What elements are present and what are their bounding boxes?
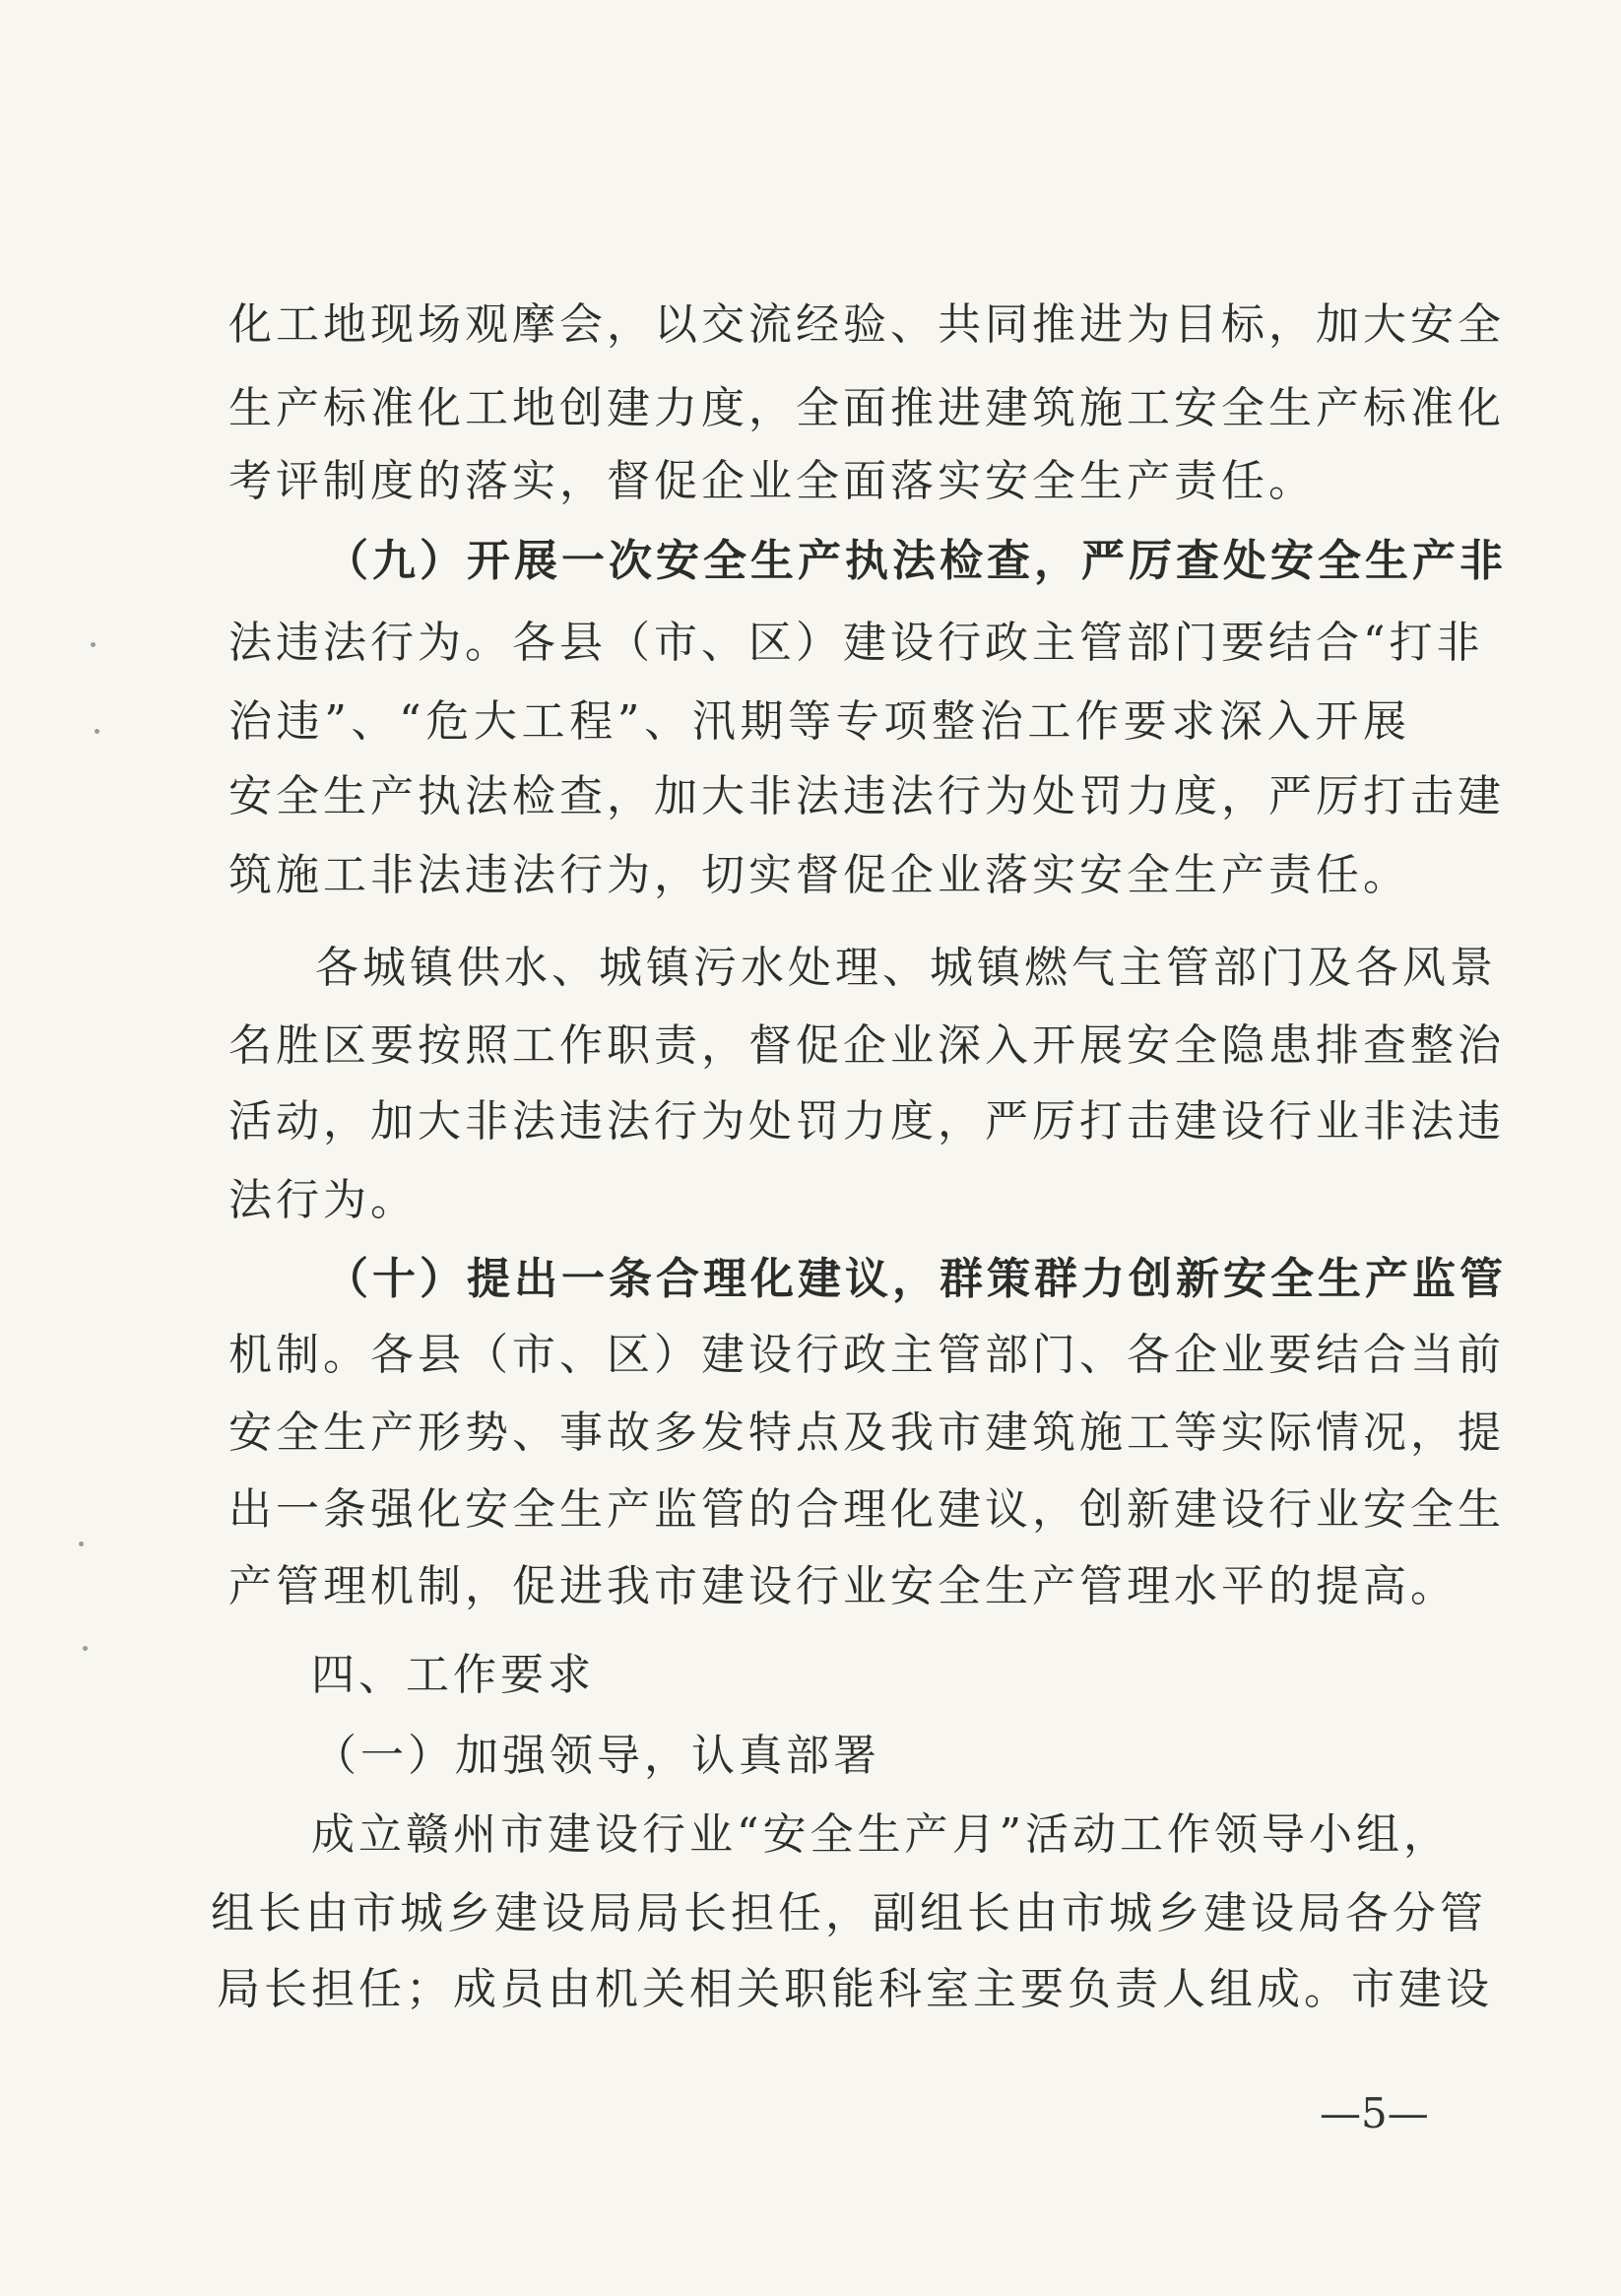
subsection-heading: （一）加强领导，认真部署	[313, 1731, 880, 1781]
body-line: 产管理机制，促进我市建设行业安全生产管理水平的提高。	[228, 1561, 1458, 1611]
section-heading: 四、工作要求	[311, 1650, 595, 1700]
body-line: 法行为。	[228, 1175, 418, 1225]
section-heading: （九）开展一次安全生产执法检查，严厉查处安全生产非	[325, 536, 1507, 586]
body-line: 各城镇供水、城镇污水处理、城镇燃气主管部门及各风景	[315, 943, 1497, 993]
section-heading: （十）提出一条合理化建议，群策群力创新安全生产监管	[325, 1254, 1507, 1304]
body-line: 成立赣州市建设行业“安全生产月”活动工作领导小组，	[311, 1809, 1451, 1860]
scan-speck	[91, 642, 96, 647]
scan-speck	[83, 1646, 88, 1651]
body-line: 名胜区要按照工作职责，督促企业深入开展安全隐患排查整治	[228, 1020, 1505, 1071]
body-line: 安全生产执法检查，加大非法违法行为处罚力度，严厉打击建	[228, 771, 1505, 821]
body-line: 筑施工非法违法行为，切实督促企业落实安全生产责任。	[228, 850, 1410, 900]
body-line: 机制。各县（市、区）建设行政主管部门、各企业要结合当前	[228, 1330, 1505, 1380]
scan-speck	[95, 729, 99, 734]
body-line: 局长担任；成员由机关相关职能科室主要负责人组成。市建设	[217, 1964, 1493, 2014]
page-number: —5—	[1320, 2089, 1429, 2137]
body-line: 考评制度的落实，督促企业全面落实安全生产责任。	[228, 456, 1316, 506]
body-line: 生产标准化工地创建力度，全面推进建筑施工安全生产标准化	[228, 383, 1505, 433]
body-line: 组长由市城乡建设局局长担任，副组长由市城乡建设局各分管	[211, 1888, 1487, 1938]
body-line: 出一条强化安全生产监管的合理化建议，创新建设行业安全生	[228, 1484, 1505, 1535]
body-line: 化工地现场观摩会，以交流经验、共同推进为目标，加大安全	[228, 299, 1505, 350]
scan-speck	[79, 1542, 84, 1546]
body-line: 活动，加大非法违法行为处罚力度，严厉打击建设行业非法违	[228, 1096, 1505, 1147]
body-line: 治违”、“危大工程”、汛期等专项整治工作要求深入开展	[228, 696, 1410, 747]
body-line: 法违法行为。各县（市、区）建设行政主管部门要结合“打非	[228, 618, 1484, 668]
body-line: 安全生产形势、事故多发特点及我市建筑施工等实际情况，提	[228, 1408, 1505, 1458]
